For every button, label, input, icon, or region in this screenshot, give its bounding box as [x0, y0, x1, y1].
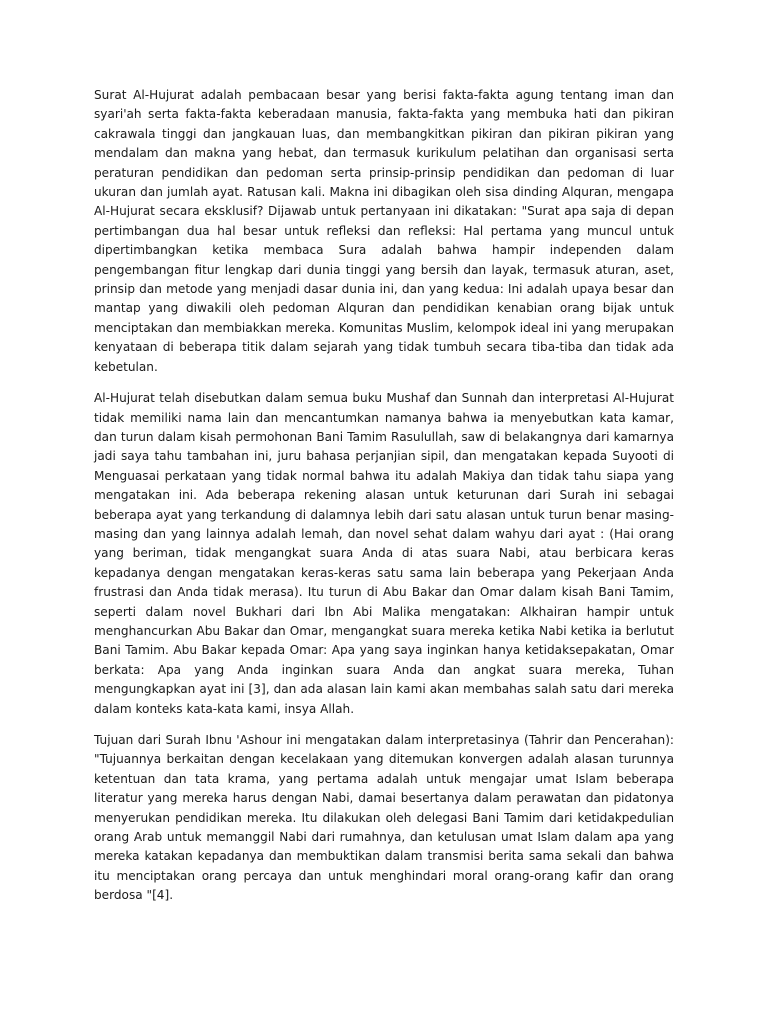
document-body — [94, 86, 674, 918]
paragraph-1: Surat Al-Hujurat adalah pembacaan besar yang berisi fakta-fakta agung tentang iman dan syari'ah serta fakta-fakta keberadaan manusia, fakta-fakta yang membuka hati dan pikiran cakrawala tinggi dan jangkauan luas, dan membangkitkan pikiran dan pikiran pikiran yang mendalam dan makna yang hebat, dan termasuk kurikulum pelatihan dan organisasi serta peraturan pendidikan dan pedoman serta prinsip-prinsip pendidikan dan pedoman di luar ukuran dan jumlah ayat. Ratusan kali. Makna ini dibagikan oleh sisa dinding Alquran, mengapa Al-Hujurat secara eksklusif? Dijawab untuk pertanyaan ini dikatakan: "Surat apa saja di depan pertimbangan dua hal besar untuk refleksi dan refleksi: Hal pertama yang muncul untuk dipertimbangkan ketika membaca Sura adalah bahwa hampir independen dalam pengembangan fitur lengkap dari dunia tinggi yang bersih dan layak, termasuk aturan, aset, prinsip dan metode yang menjadi dasar dunia ini, dan yang kedua: Ini adalah upaya besar dan mantap yang diwakili oleh pedoman Alquran dan pendidikan kenabian orang bijak untuk menciptakan dan membiakkan mereka. Komunitas Muslim, kelompok ideal ini yang merupakan kenyataan di beberapa titik dalam sejarah yang tidak tumbuh secara tiba-tiba dan tidak ada kebetulan. — [94, 88, 674, 374]
paragraph-2: Al-Hujurat telah disebutkan dalam semua buku Mushaf dan Sunnah dan interpretasi Al-Hujurat tidak memiliki nama lain dan mencantumkan namanya bahwa ia menyebutkan kata kamar, dan turun dalam kisah permohonan Bani Tamim Rasulullah, saw di belakangnya dari kamarnya jadi saya tahu tambahan ini, juru bahasa perjanjian sipil, dan mengatakan kepada Suyooti di Menguasai perkataan yang tidak normal bahwa itu adalah Makiya dan tidak tahu siapa yang mengatakan ini. Ada beberapa rekening alasan untuk keturunan dari Surah ini sebagai beberapa ayat yang terkandung di dalamnya lebih dari satu alasan untuk turun benar masing-masing dan yang lainnya adalah lemah, dan novel sehat dalam wahyu dari ayat : (Hai orang yang beriman, tidak mengangkat suara Anda di atas suara Nabi, atau berbicara keras kepadanya dengan mengatakan keras-keras satu sama lain beberapa yang Pekerjaan Anda frustrasi dan Anda tidak merasa). Itu turun di Abu Bakar dan Omar dalam kisah Bani Tamim, seperti dalam novel Bukhari dari Ibn Abi Malika mengatakan: Alkhairan hampir untuk menghancurkan Abu Bakar dan Omar, mengangkat suara mereka ketika Nabi ketika ia berlutut Bani Tamim. Abu Bakar kepada Omar: Apa yang saya inginkan hanya ketidaksepakatan, Omar berkata: Apa yang Anda inginkan suara Anda dan angkat suara mereka, Tuhan mengungkapkan ayat ini [3], dan ada alasan lain kami akan membahas salah satu dari mereka dalam konteks kata-kata kami, insya Allah. — [94, 391, 674, 716]
paragraph-3: Tujuan dari Surah Ibnu 'Ashour ini mengatakan dalam interpretasinya (Tahrir dan Pencerahan): "Tujuannya berkaitan dengan kecelakaan yang ditemukan konvergen adalah alasan turunnya ketentuan dan tata krama, yang pertama adalah untuk mengajar umat Islam beberapa literatur yang mereka harus dengan Nabi, damai besertanya dalam perawatan dan pidatonya menyerukan pendidikan mereka. Itu dilakukan oleh delegasi Bani Tamim dari ketidakpedulian orang Arab untuk memanggil Nabi dari rumahnya, dan ketulusan umat Islam dalam apa yang mereka katakan kepadanya dan membuktikan dalam transmisi berita sama sekali dan bahwa itu menciptakan orang percaya dan untuk menghindari moral orang-orang kafir dan orang berdosa "[4]. — [94, 733, 674, 903]
